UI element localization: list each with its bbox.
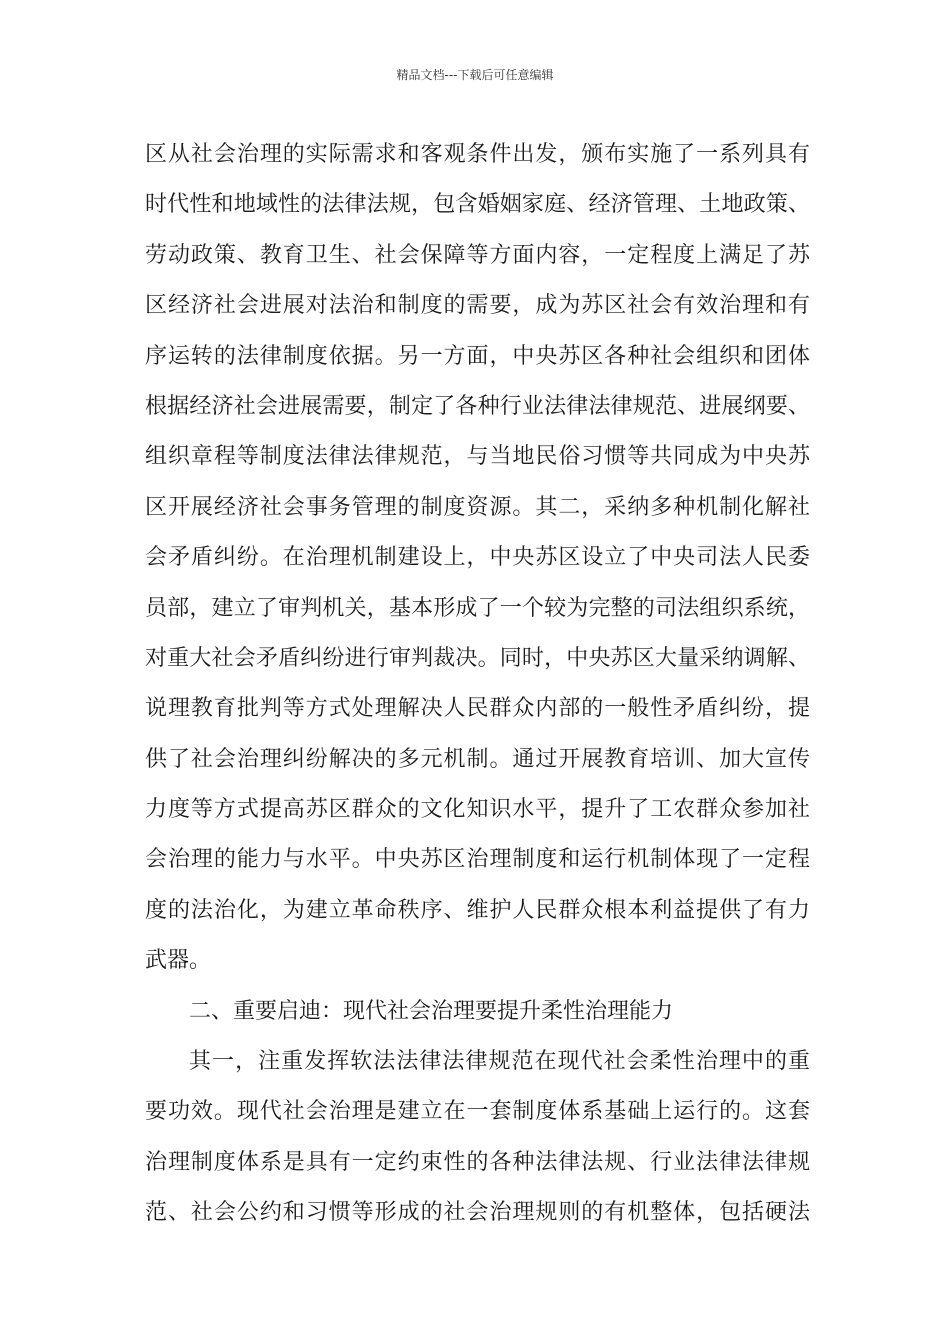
page-header: 精品文档---下载后可任意编辑 <box>396 68 554 82</box>
text-line: 劳动政策、教育卫生、社会保障等方面内容，一定程度上满足了苏 <box>145 242 810 268</box>
text-line: 序运转的法律制度依据。另一方面，中央苏区各种社会组织和团体 <box>145 343 810 369</box>
text-line: 范、社会公约和习惯等形成的社会治理规则的有机整体，包括硬法 <box>145 1200 810 1226</box>
text-line: 度的法治化，为建立革命秩序、维护人民群众根本利益提供了有力 <box>145 897 810 923</box>
text-line: 治理制度体系是具有一定约束性的各种法律法规、行业法律法律规 <box>145 1149 810 1175</box>
text-line: 会矛盾纠纷。在治理机制建设上，中央苏区设立了中央司法人民委 <box>145 545 810 571</box>
text-line: 武器。 <box>145 948 212 974</box>
text-line: 二、重要启迪：现代社会治理要提升柔性治理能力 <box>189 998 674 1024</box>
text-line: 根据经济社会进展需要，制定了各种行业法律法律规范、进展纲要、 <box>145 393 810 419</box>
document-body <box>145 130 810 1239</box>
text-line: 对重大社会矛盾纠纷进行审判裁决。同时，中央苏区大量采纳调解、 <box>145 645 810 671</box>
text-line: 其一，注重发挥软法法律法律规范在现代社会柔性治理中的重 <box>189 1049 810 1075</box>
text-line: 会治理的能力与水平。中央苏区治理制度和运行机制体现了一定程 <box>145 847 810 873</box>
text-line: 力度等方式提高苏区群众的文化知识水平，提升了工农群众参加社 <box>145 797 810 823</box>
text-line: 组织章程等制度法律法律规范，与当地民俗习惯等共同成为中央苏 <box>145 444 810 470</box>
text-line: 区经济社会进展对法治和制度的需要，成为苏区社会有效治理和有 <box>145 293 810 319</box>
text-line: 时代性和地域性的法律法规，包含婚姻家庭、经济管理、土地政策、 <box>145 192 810 218</box>
text-line: 区开展经济社会事务管理的制度资源。其二，采纳多种机制化解社 <box>145 494 810 520</box>
text-line: 区从社会治理的实际需求和客观条件出发，颁布实施了一系列具有 <box>145 142 810 167</box>
text-line: 供了社会治理纠纷解决的多元机制。通过开展教育培训、加大宣传 <box>145 746 810 772</box>
text-line: 要功效。现代社会治理是建立在一套制度体系基础上运行的。这套 <box>145 1099 810 1125</box>
text-line: 说理教育批判等方式处理解决人民群众内部的一般性矛盾纠纷，提 <box>145 696 810 722</box>
text-line: 员部，建立了审判机关，基本形成了一个较为完整的司法组织系统， <box>145 595 810 621</box>
